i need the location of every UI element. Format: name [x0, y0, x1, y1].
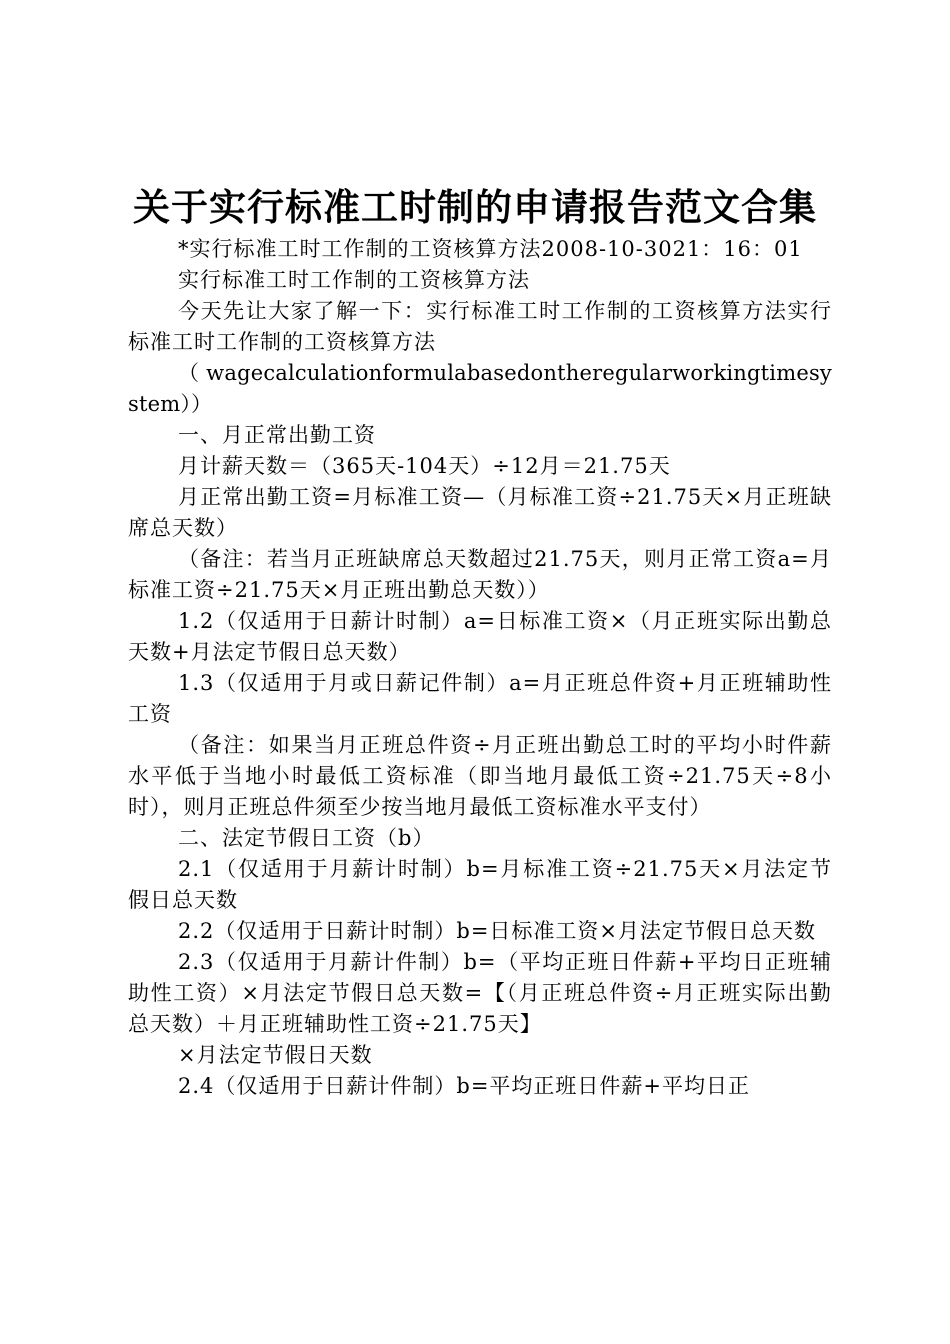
- paragraph-10: 1.3（仅适用于月或日薪记件制）a=月正班总件资+月正班辅助性工资: [128, 671, 832, 726]
- document-body: [128, 234, 832, 1102]
- paragraph-13: 2.1（仅适用于月薪计时制）b=月标准工资÷21.75天×月法定节假日总天数: [128, 857, 832, 912]
- paragraph-3: 今天先让大家了解一下：实行标准工时工作制的工资核算方法实行标准工时工作制的工资核算方法: [128, 299, 832, 354]
- paragraph-17: 2.4（仅适用于日薪计件制）b=平均正班日件薪+平均日正: [178, 1074, 751, 1098]
- paragraph-2: 实行标准工时工作制的工资核算方法: [178, 268, 530, 292]
- paragraph-11: （备注：如果当月正班总件资÷月正班出勤总工时的平均小时件薪水平低于当地小时最低工资标准（即当地月最低工资÷21.75天÷8小时），则月正班总件须至少按当地月最低工资标准水平支付）: [128, 733, 832, 819]
- paragraph-14: 2.2（仅适用于日薪计时制）b=日标准工资×月法定节假日总天数: [178, 919, 817, 943]
- paragraph-6: 月计薪天数＝（365天-104天）÷12月＝21.75天: [178, 454, 671, 478]
- paragraph-16: ×月法定节假日天数: [178, 1043, 373, 1067]
- paragraph-8: （备注：若当月正班缺席总天数超过21.75天，则月正常工资a=月标准工资÷21.75天×月正班出勤总天数））: [128, 547, 832, 602]
- paragraph-12: 二、法定节假日工资（b）: [178, 826, 435, 850]
- paragraph-4: （wagecalculationformulabasedontheregularworkingtimesystem））: [128, 361, 832, 416]
- paragraph-7: 月正常出勤工资=月标准工资—（月标准工资÷21.75天×月正班缺席总天数）: [128, 485, 832, 540]
- paragraph-1: *实行标准工时工作制的工资核算方法2008-10-3021：16：01: [178, 237, 803, 261]
- paragraph-15: 2.3（仅适用于月薪计件制）b=（平均正班日件薪+平均日正班辅助性工资）×月法定节假日总天数=【（月正班总件资÷月正班实际出勤总天数）＋月正班辅助性工资÷21.75天】: [128, 950, 832, 1036]
- document-title: 关于实行标准工时制的申请报告范文合集: [133, 186, 817, 229]
- paragraph-9: 1.2（仅适用于日薪计时制）a=日标准工资×（月正班实际出勤总天数+月法定节假日总天数）: [128, 609, 832, 664]
- paragraph-5: 一、月正常出勤工资: [178, 423, 376, 447]
